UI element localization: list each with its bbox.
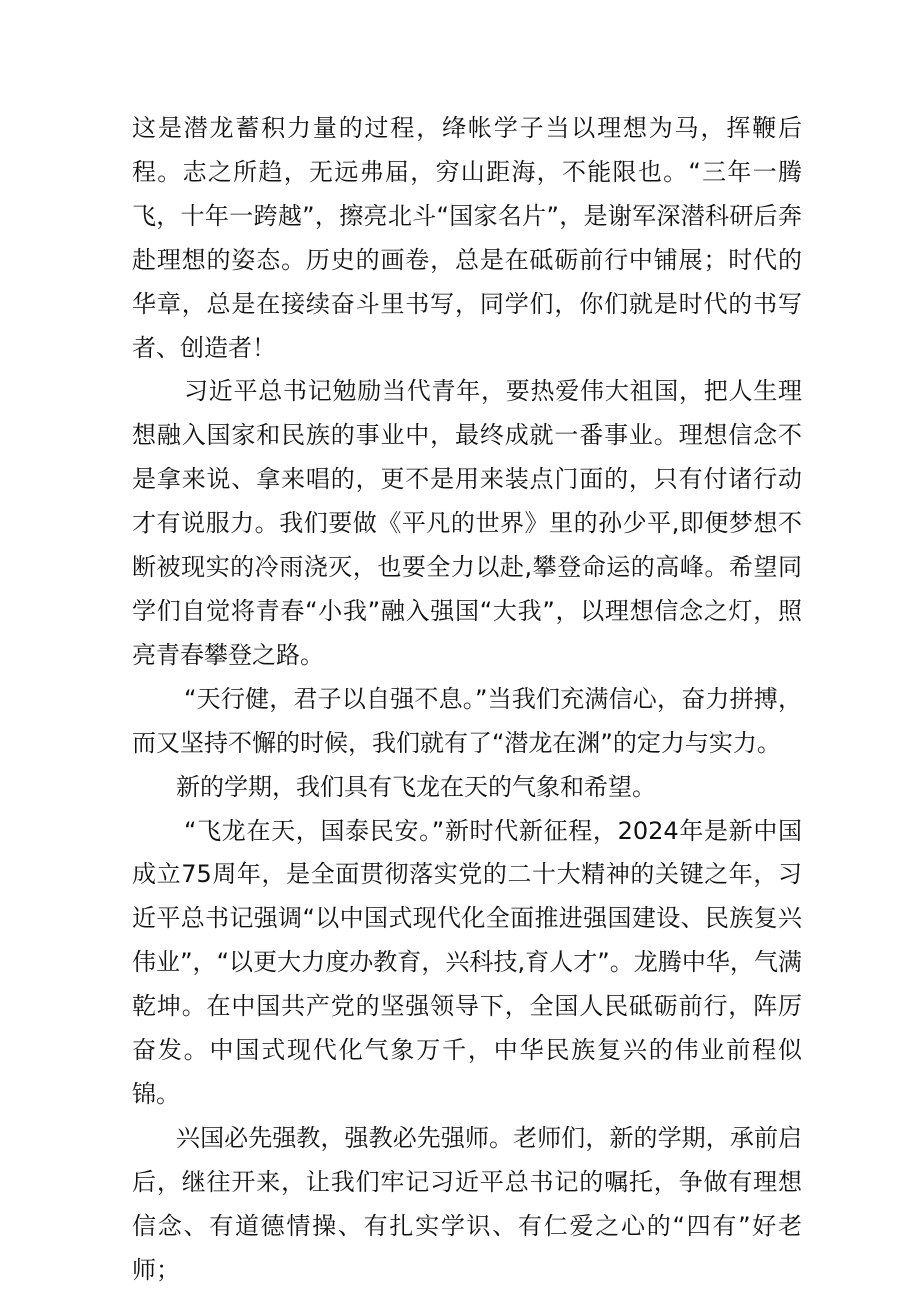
paragraph-4: 新的学期，我们具有飞龙在天的气象和希望。: [176, 772, 656, 801]
body-text: [132, 107, 802, 1292]
paragraph-5: “飞龙在天，国泰民安。”新时代新征程，2024年是新中国成立75周年，是全面贯彻落实党的二十大精神的关键之年，习近平总书记强调“以中国式现代化全面推进强国建设、民族复兴伟业”，“以更大力度办教育，兴科技,育人才”。龙腾中华，气满乾坤。在中国共产党的坚强领导下，全国人民砥砺前行，阵厉奋发。中国式现代化气象万千，中华民族复兴的伟业前程似锦。: [132, 816, 802, 1108]
paragraph-6: 兴国必先强教，强教必先强师。老师们，新的学期，承前启后，继往开来，让我们牢记习近平总书记的嘱托，争做有理想信念、有道德情操、有扎实学识、有仁爱之心的“四有”好老师；: [132, 1123, 802, 1284]
paragraph-2: 习近平总书记勉励当代青年，要热爱伟大祖国，把人生理想融入国家和民族的事业中，最终成就一番事业。理想信念不是拿来说、拿来唱的，更不是用来装点门面的，只有付诸行动才有说服力。我们要做《平凡的世界》里的孙少平,即便梦想不断被现实的冷雨浇灭，也要全力以赴,攀登命运的高峰。希望同学们自觉将青春“小我”融入强国“大我”，以理想信念之灯，照亮青春攀登之路。: [132, 377, 802, 669]
paragraph-3: “天行健，君子以自强不息。”当我们充满信心，奋力拼搏，而又坚持不懈的时候，我们就有了“潜龙在渊”的定力与实力。: [132, 684, 802, 757]
paragraph-1: 这是潜龙蓄积力量的过程，绛帐学子当以理想为马，挥鞭后程。志之所趋，无远弗届，穷山距海，不能限也。“三年一腾飞，十年一跨越”，擦亮北斗“国家名片”，是谢军深潜科研后奔赴理想的姿态。历史的画卷，总是在砥砺前行中铺展；时代的华章，总是在接续奋斗里书写，同学们，你们就是时代的书写者、创造者！: [132, 114, 802, 362]
